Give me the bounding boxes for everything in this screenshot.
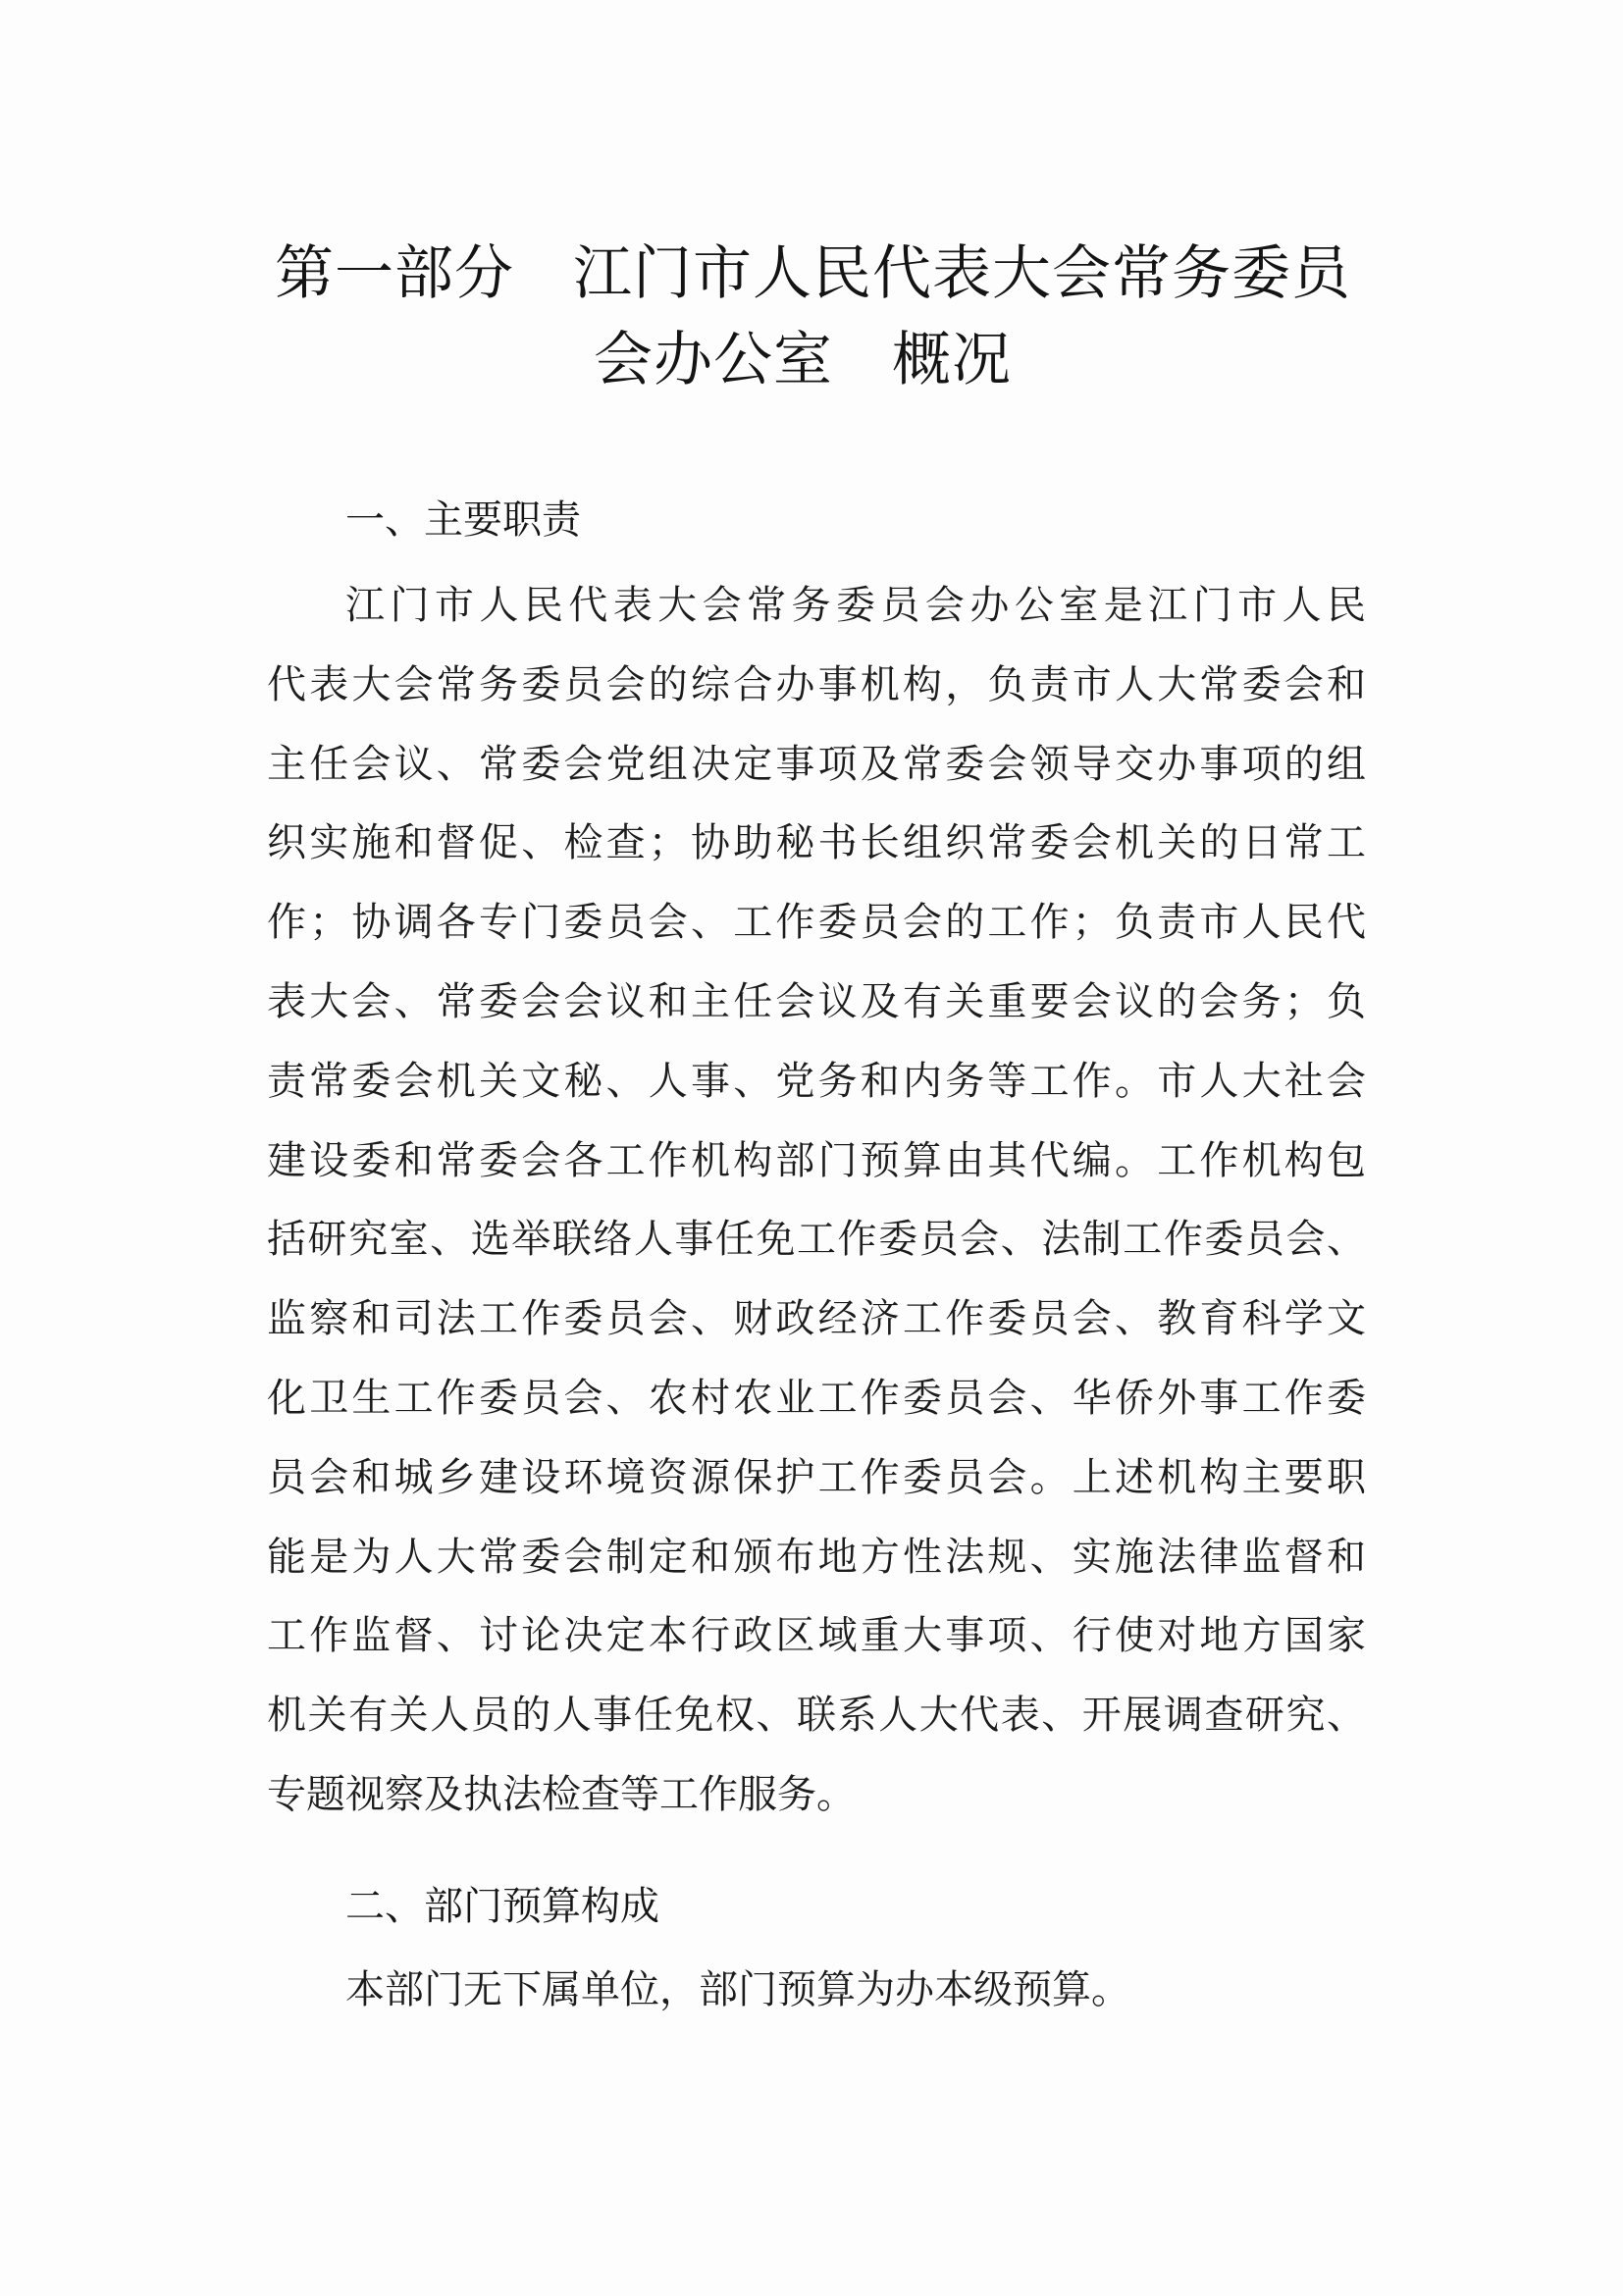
paragraph-line: 本部门无下属单位，部门预算为办本级预算。	[345, 1967, 1130, 2012]
paragraph-line: 化卫生工作委员会、农村农业工作委员会、华侨外事工作委	[267, 1375, 1366, 1421]
page-title	[265, 231, 1364, 403]
title-line-2	[265, 317, 1364, 403]
paragraph-line: 代表大会常务委员会的综合办事机构，负责市人大常委会和	[267, 661, 1366, 707]
paragraph-line: 能是为人大常委会制定和颁布地方性法规、实施法律监督和	[267, 1534, 1366, 1580]
paragraph-line: 表大会、常委会会议和主任会议及有关重要会议的会务；负	[267, 978, 1366, 1024]
main-duties-paragraph	[267, 566, 1366, 1835]
paragraph-line: 机关有关人员的人事任免权、联系人大代表、开展调查研究、	[267, 1693, 1366, 1739]
paragraph-line: 建设委和常委会各工作机构部门预算由其代编。工作机构包	[267, 1137, 1366, 1183]
section-heading-budget-composition: 二、部门预算构成	[345, 1884, 659, 1929]
title-part-label: 第一部分	[275, 239, 514, 308]
paragraph-line: 江门市人民代表大会常务委员会办公室是江门市人民	[345, 583, 1366, 628]
paragraph-line: 专题视察及执法检查等工作服务。	[267, 1771, 856, 1817]
paragraph-line: 作；协调各专门委员会、工作委员会的工作；负责市人民代	[267, 900, 1366, 946]
budget-composition-paragraph	[267, 1951, 1366, 2030]
title-line-1	[265, 231, 1364, 317]
title-org-name-cont: 会办公室	[594, 326, 833, 394]
paragraph-line: 织实施和督促、检查；协助秘书长组织常委会机关的日常工	[267, 820, 1366, 866]
paragraph-line: 主任会议、常委会党组决定事项及常委会领导交办事项的组	[267, 741, 1366, 787]
title-org-name: 江门市人民代表大会常务委员	[573, 239, 1351, 308]
title-overview: 概况	[892, 326, 1012, 394]
paragraph-line: 工作监督、讨论决定本行政区域重大事项、行使对地方国家	[267, 1613, 1366, 1659]
paragraph-line: 员会和城乡建设环境资源保护工作委员会。上述机构主要职	[267, 1454, 1366, 1500]
paragraph-line: 监察和司法工作委员会、财政经济工作委员会、教育科学文	[267, 1296, 1366, 1342]
section-heading-main-duties: 一、主要职责	[345, 497, 581, 543]
paragraph-line: 括研究室、选举联络人事任免工作委员会、法制工作委员会、	[267, 1217, 1366, 1263]
paragraph-line: 责常委会机关文秘、人事、党务和内务等工作。市人大社会	[267, 1058, 1366, 1104]
